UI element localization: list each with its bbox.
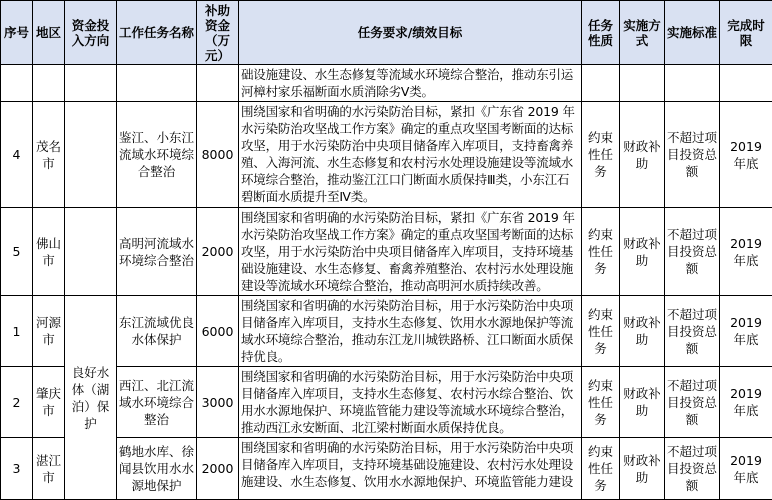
header-subsidy: 补助资金（万元） bbox=[197, 1, 239, 65]
cell-nature: 约束性任务 bbox=[582, 438, 620, 500]
cell-standard: 不超过项目投资总额 bbox=[665, 438, 720, 500]
cell-region: 湛江市 bbox=[33, 438, 65, 500]
cell-requirement: 围绕国家和省明确的水污染防治目标，用于水污染防治中央项目储备库入库项目，支持水生态修复、饮用水水源地保护等流域水环境综合整治，推动东江龙川城铁路桥、江口断面水质保持优良。 bbox=[239, 296, 582, 367]
table-row bbox=[1, 367, 772, 438]
cell-task-name: 西江、北江流域水环境综合整治 bbox=[117, 367, 197, 438]
cell-deadline: 2019 年底 bbox=[720, 367, 772, 438]
cell-nature: 约束性任务 bbox=[582, 102, 620, 208]
cell-nature: 约束性任务 bbox=[582, 208, 620, 296]
table-row bbox=[1, 296, 772, 367]
cell-task-name: 鉴江、小东江流域水环境综合整治 bbox=[117, 102, 197, 208]
header-method: 实施方式 bbox=[620, 1, 665, 65]
table-row bbox=[1, 438, 772, 500]
header-region: 地区 bbox=[33, 1, 65, 65]
cell-task-name bbox=[117, 65, 197, 102]
cell-requirement: 围绕国家和省明确的水污染防治目标，用于水污染防治中央项目储备库入库项目，支持环境基础设施建设、农村污水处理设施建设、水生态修复、饮用水水源地保护、环境监管能力建设 bbox=[239, 438, 582, 500]
cell-subsidy bbox=[197, 65, 239, 102]
cell-method: 财政补助 bbox=[620, 367, 665, 438]
cell-method: 财政补助 bbox=[620, 438, 665, 500]
cell-region: 河源市 bbox=[33, 296, 65, 367]
cell-subsidy: 3000 bbox=[197, 367, 239, 438]
cell-requirement: 础设施建设、水生态修复等流域水环境综合整治，推动东引运河樟村家乐福断面水质消除劣Ⅴ类。 bbox=[239, 65, 582, 102]
cell-method: 财政补助 bbox=[620, 102, 665, 208]
cell-deadline: 2019 年底 bbox=[720, 296, 772, 367]
cell-direction bbox=[65, 65, 117, 102]
table-row bbox=[1, 102, 772, 208]
cell-requirement: 围绕国家和省明确的水污染防治目标，用于水污染防治中央项目储备库入库项目，支持水生态修复、农村污水综合整治、饮用水水源地保护、环境监管能力建设等流域水环境综合整治，推动西江永安断面、北江梁村断面水质保持优良。 bbox=[239, 367, 582, 438]
cell-region: 佛山市 bbox=[33, 208, 65, 296]
header-row bbox=[1, 1, 772, 65]
cell-task-name: 鹤地水库、徐闻县饮用水水源地保护 bbox=[117, 438, 197, 500]
cell-requirement: 围绕国家和省明确的水污染防治目标，紧扣《广东省 2019 年水污染防治攻坚战工作方案》确定的重点攻坚国考断面的达标攻坚，用于水污染防治中央项目储备库入库项目，支持畜禽养殖、入海河流、水生态修复和农村污水处理设施建设等流域水环境综合整治，推动鉴江江口门断面水质保持Ⅲ类，小东江石碧断面水质提升至Ⅳ类。 bbox=[239, 102, 582, 208]
cell-nature bbox=[582, 65, 620, 102]
cell-deadline: 2019 年底 bbox=[720, 438, 772, 500]
cell-standard: 不超过项目投资总额 bbox=[665, 367, 720, 438]
cell-direction bbox=[65, 102, 117, 208]
cell-subsidy: 6000 bbox=[197, 296, 239, 367]
cell-seq bbox=[1, 65, 33, 102]
cell-nature: 约束性任务 bbox=[582, 296, 620, 367]
cell-requirement: 围绕国家和省明确的水污染防治目标，紧扣《广东省 2019 年水污染防治攻坚战工作方案》确定的重点攻坚国考断面的达标攻坚，用于水污染防治中央项目储备库入库项目，支持环境基础设施建设、水生态修复、畜禽养殖整治、农村污水处理设施建设等流域水环境综合整治，推动高明河水质持续改善。 bbox=[239, 208, 582, 296]
cell-deadline: 2019 年底 bbox=[720, 208, 772, 296]
header-direction: 资金投入方向 bbox=[65, 1, 117, 65]
cell-deadline bbox=[720, 65, 772, 102]
cell-region: 茂名市 bbox=[33, 102, 65, 208]
cell-seq: 4 bbox=[1, 102, 33, 208]
cell-standard: 不超过项目投资总额 bbox=[665, 208, 720, 296]
cell-subsidy: 2000 bbox=[197, 438, 239, 500]
cell-standard: 不超过项目投资总额 bbox=[665, 102, 720, 208]
cell-seq: 2 bbox=[1, 367, 33, 438]
cell-subsidy: 8000 bbox=[197, 102, 239, 208]
table-row bbox=[1, 208, 772, 296]
cell-direction bbox=[65, 208, 117, 296]
cell-seq: 1 bbox=[1, 296, 33, 367]
cell-standard: 不超过项目投资总额 bbox=[665, 296, 720, 367]
cell-method: 财政补助 bbox=[620, 296, 665, 367]
header-standard: 实施标准 bbox=[665, 1, 720, 65]
table-row bbox=[1, 65, 772, 102]
header-seq: 序号 bbox=[1, 1, 33, 65]
cell-task-name: 高明河流域水环境综合整治 bbox=[117, 208, 197, 296]
cell-standard bbox=[665, 65, 720, 102]
cell-nature: 约束性任务 bbox=[582, 367, 620, 438]
cell-region: 肇庆市 bbox=[33, 367, 65, 438]
cell-deadline: 2019 年底 bbox=[720, 102, 772, 208]
cell-task-name: 东江流域优良水体保护 bbox=[117, 296, 197, 367]
cell-method: 财政补助 bbox=[620, 208, 665, 296]
cell-method bbox=[620, 65, 665, 102]
header-deadline: 完成时限 bbox=[720, 1, 772, 65]
cell-region bbox=[33, 65, 65, 102]
header-requirement: 任务要求/绩效目标 bbox=[239, 1, 582, 65]
cell-seq: 3 bbox=[1, 438, 33, 500]
header-nature: 任务性质 bbox=[582, 1, 620, 65]
header-task-name: 工作任务名称 bbox=[117, 1, 197, 65]
cell-direction-group: 良好水体（湖泊）保护 bbox=[65, 296, 117, 500]
cell-subsidy: 2000 bbox=[197, 208, 239, 296]
cell-seq: 5 bbox=[1, 208, 33, 296]
